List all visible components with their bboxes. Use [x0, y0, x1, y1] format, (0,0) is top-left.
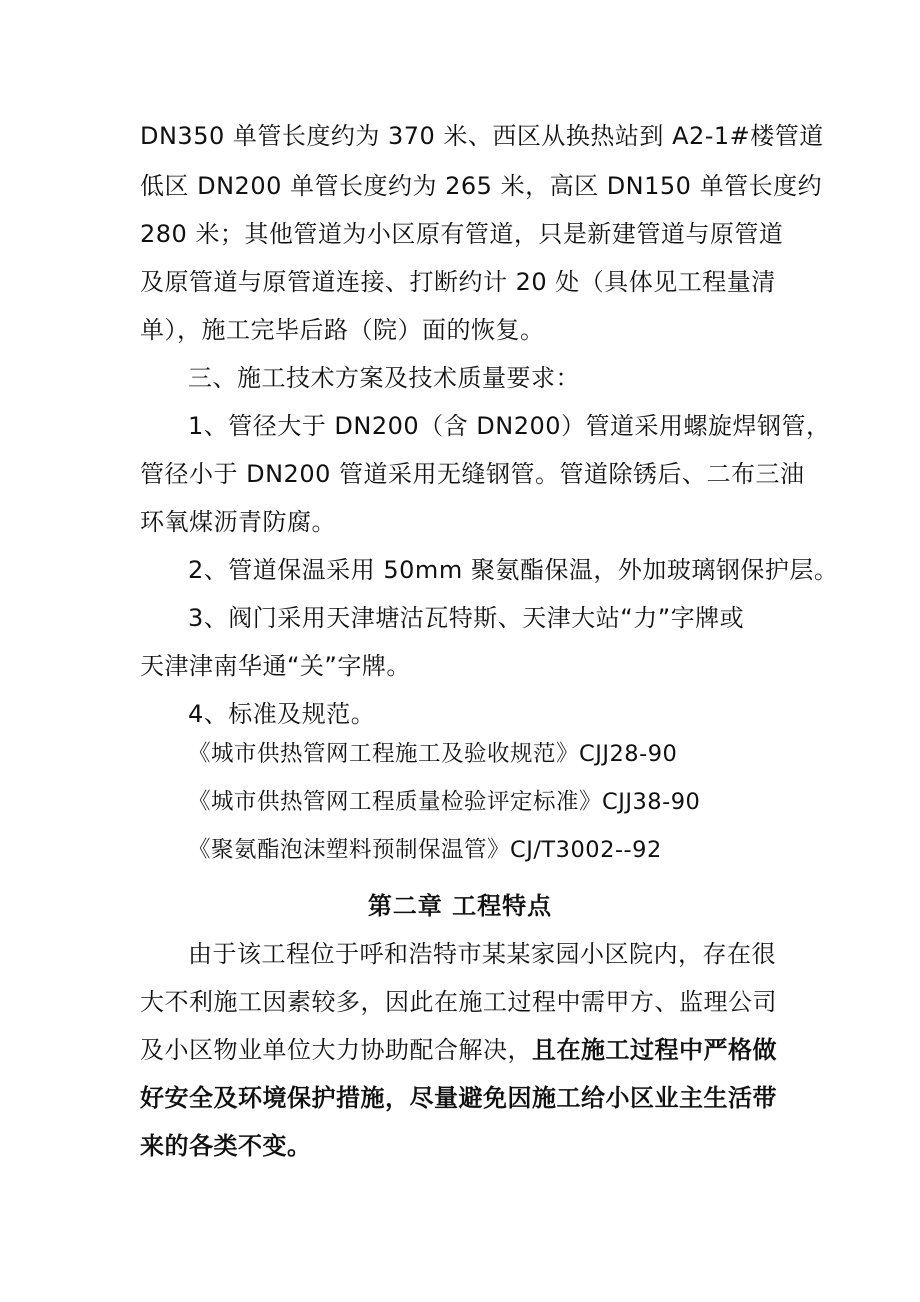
paragraph-line: 低区 DN200 单管长度约为 265 米，高区 DN150 单管长度约 — [140, 172, 823, 200]
paragraph-line: 单），施工完毕后路（院）面的恢复。 — [140, 316, 545, 344]
chapter-title: 第二章 工程特点 — [367, 892, 553, 920]
paragraph-line: 由于该工程位于呼和浩特市某某家园小区院内，存在很 — [188, 940, 776, 968]
paragraph-line-bold: 好安全及环境保护措施，尽量避免因施工给小区业主生活带 — [140, 1084, 777, 1112]
list-item: 2、管道保温采用 50mm 聚氨酯保温，外加玻璃钢保护层。 — [188, 556, 839, 584]
list-item-continuation: 天津津南华通“关”字牌。 — [140, 652, 411, 680]
paragraph-line: 及原管道与原管道连接、打断约计 20 处（具体见工程量清 — [140, 268, 776, 296]
list-item: 4、标准及规范。 — [188, 700, 376, 728]
paragraph-text-bold: 且在施工过程中严格做 — [532, 1036, 777, 1064]
section-title: 三、施工技术方案及技术质量要求： — [188, 364, 580, 392]
list-item-continuation: 环氧煤沥青防腐。 — [140, 508, 336, 536]
standard-reference: 《聚氨酯泡沫塑料预制保温管》CJ/T3002--92 — [188, 837, 662, 863]
paragraph-line: 280 米；其他管道为小区原有管道，只是新建管道与原管道 — [140, 220, 784, 248]
paragraph-line-bold: 来的各类不变。 — [140, 1132, 312, 1160]
paragraph-line-mixed — [140, 1034, 777, 1066]
standard-reference: 《城市供热管网工程施工及验收规范》CJJ28-90 — [188, 741, 678, 767]
list-item-continuation: 管径小于 DN200 管道采用无缝钢管。管道除锈后、二布三油 — [140, 460, 805, 488]
paragraph-text: 及小区物业单位大力协助配合解决， — [140, 1036, 532, 1064]
paragraph-line: DN350 单管长度约为 370 米、西区从换热站到 A2-1#楼管道 — [140, 122, 824, 150]
standard-reference: 《城市供热管网工程质量检验评定标准》CJJ38-90 — [188, 789, 701, 815]
list-item: 1、管径大于 DN200（含 DN200）管道采用螺旋焊钢管， — [188, 412, 831, 440]
paragraph-line: 大不利施工因素较多，因此在施工过程中需甲方、监理公司 — [140, 988, 777, 1016]
list-item: 3、阀门采用天津塘沽瓦特斯、天津大站“力”字牌或 — [188, 604, 745, 632]
